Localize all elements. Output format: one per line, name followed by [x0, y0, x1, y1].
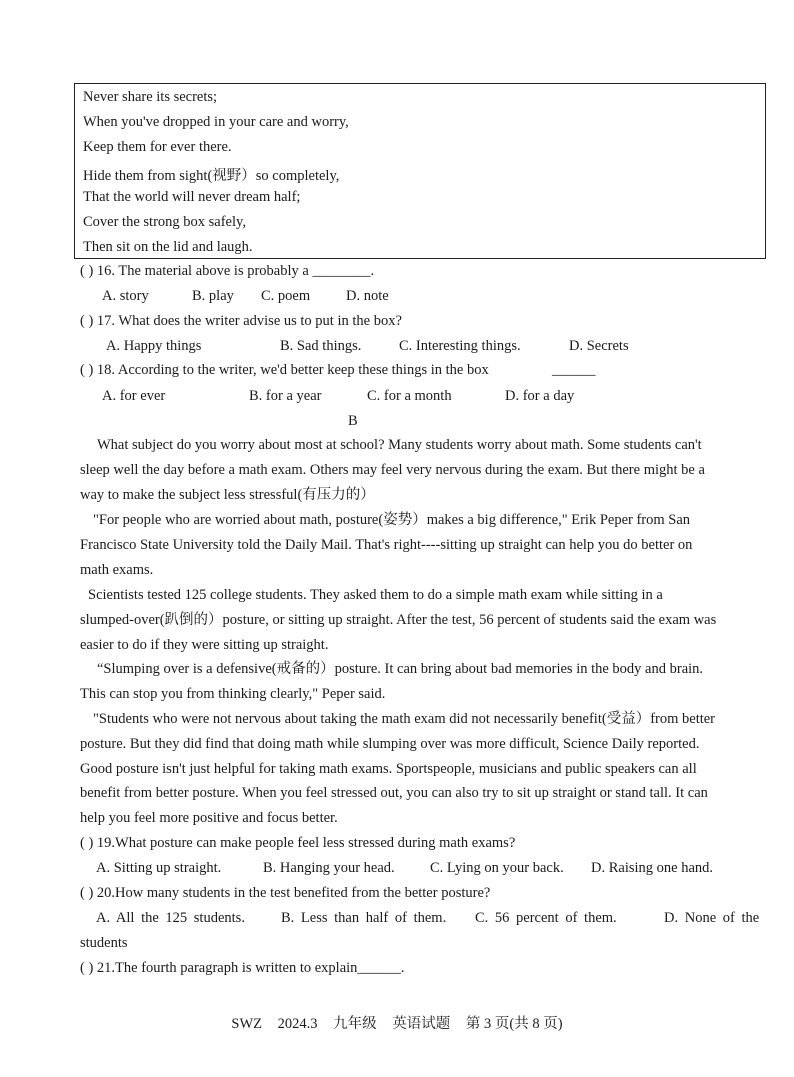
passage-line: "For people who are worried about math, posture(姿势）makes a big difference," Erik Peper from San [93, 512, 691, 528]
passage-b-paragraph-4 [80, 657, 764, 707]
passage-line: Francisco State University told the Daily Mail. That's right----sitting up straight can help you do better on [80, 536, 693, 553]
poem-line-2: When you've dropped in your care and worry, [83, 114, 349, 130]
poem-box [74, 83, 766, 259]
question-20-option-d: D. None of the [664, 910, 760, 926]
passage-line: sleep well the day before a math exam. Others may feel very nervous during the exam. But there might be a [80, 461, 705, 478]
question-16-option-d: D. note [346, 288, 389, 304]
question-17-option-a: A. Happy things [106, 338, 202, 354]
passage-line: slumped-over(趴倒的）posture, or sitting up straight. After the test, 56 percent of students said the exam was [80, 611, 717, 628]
passage-line: Scientists tested 125 college students. They asked them to do a simple math exam while sitting in a [88, 587, 663, 603]
passage-line: posture. But they did find that doing math while slumping over was more difficult, Science Daily reported. [80, 735, 700, 752]
passage-line: benefit from better posture. When you feel stressed out, you can also try to sit up straight or stand tall. It can [80, 785, 708, 802]
poem-line-4: Hide them from sight(视野）so completely, [83, 168, 340, 184]
question-18-option-b: B. for a year [249, 388, 322, 404]
question-19-stem: ( ) 19.What posture can make people feel less stressed during math exams? [80, 835, 516, 851]
question-20-option-a: A. All the 125 students. [96, 910, 245, 926]
passage-line: math exams. [80, 561, 154, 578]
passage-line: “Slumping over is a defensive(戒备的）posture. It can bring about bad memories in the body and brain. [97, 661, 704, 677]
footer-grade: 九年级 [333, 1016, 377, 1032]
passage-line: easier to do if they were sitting up straight. [80, 636, 329, 653]
question-17-option-b: B. Sad things. [280, 338, 362, 354]
poem-line-3: Keep them for ever there. [83, 139, 232, 155]
question-17-option-c: C. Interesting things. [399, 338, 521, 354]
footer-code: SWZ [231, 1016, 263, 1032]
question-18-option-c: C. for a month [367, 388, 452, 404]
passage-b-paragraph-1 [80, 433, 764, 507]
footer-page: 第 3 页(共 8 页) [465, 1016, 563, 1032]
question-18-stem: ( ) 18. According to the writer, we'd better keep these things in the box [80, 362, 489, 378]
section-b-label: B [348, 413, 358, 429]
question-19-option-c: C. Lying on your back. [430, 860, 564, 876]
question-20-stem: ( ) 20.How many students in the test benefited from the better posture? [80, 885, 491, 901]
question-19-option-a: A. Sitting up straight. [96, 860, 222, 876]
question-16-option-b: B. play [192, 288, 234, 304]
footer-date: 2024.3 [277, 1016, 318, 1032]
poem-line-5: That the world will never dream half; [83, 189, 301, 205]
question-16-option-c: C. poem [261, 288, 311, 304]
question-18-blank: ______ [552, 362, 596, 378]
passage-line: Good posture isn't just helpful for taking math exams. Sportspeople, musicians and public speakers can all [80, 760, 697, 777]
question-16-option-a: A. story [102, 288, 149, 304]
question-21-stem: ( ) 21.The fourth paragraph is written to explain______. [80, 960, 405, 976]
footer-subject: 英语试题 [392, 1016, 451, 1032]
poem-line-7: Then sit on the lid and laugh. [83, 239, 253, 255]
passage-line: way to make the subject less stressful(有压力的） [80, 486, 375, 503]
passage-line: This can stop you from thinking clearly," Peper said. [80, 685, 386, 702]
passage-line: What subject do you worry about most at school? Many students worry about math. Some students can't [97, 437, 702, 453]
question-18-option-d: D. for a day [505, 388, 575, 404]
question-17-option-d: D. Secrets [569, 338, 629, 354]
passage-b-paragraph-2 [80, 508, 764, 582]
question-20-option-c: C. 56 percent of them. [475, 910, 617, 926]
question-20-option-b: B. Less than half of them. [281, 910, 447, 926]
passage-line: "Students who were not nervous about taking the math exam did not necessarily benefit(受益）from better [93, 711, 716, 727]
question-20-option-d-wrap: students [80, 935, 128, 951]
page-footer [0, 1012, 794, 1033]
question-19-option-b: B. Hanging your head. [263, 860, 395, 876]
passage-b-paragraph-3 [80, 583, 764, 657]
question-17-stem: ( ) 17. What does the writer advise us to put in the box? [80, 313, 402, 329]
poem-line-6: Cover the strong box safely, [83, 214, 246, 230]
question-16-stem: ( ) 16. The material above is probably a ________. [80, 263, 375, 279]
question-19-option-d: D. Raising one hand. [591, 860, 714, 876]
poem-line-1: Never share its secrets; [83, 89, 218, 105]
question-18-option-a: A. for ever [102, 388, 166, 404]
passage-b-paragraph-5 [80, 707, 764, 831]
passage-line: help you feel more positive and focus better. [80, 810, 338, 827]
